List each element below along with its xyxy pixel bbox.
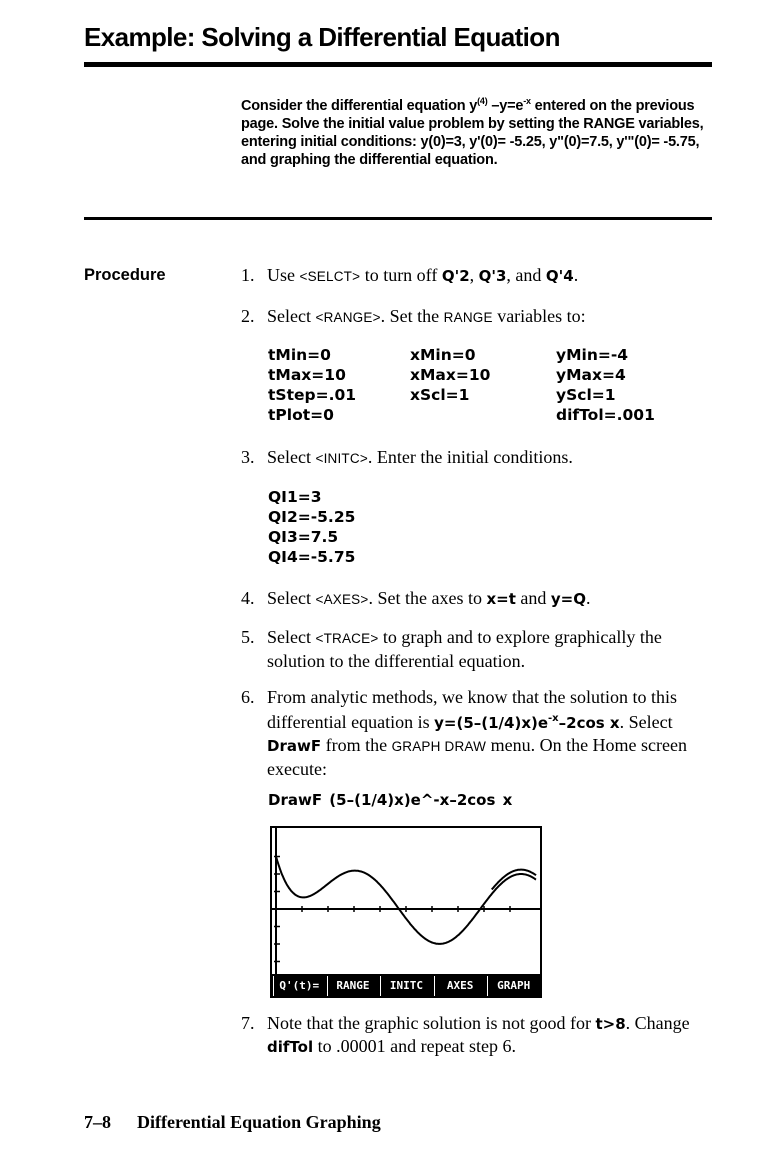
var-ymax: yMax=4 [556, 366, 626, 384]
step-number: 7. [241, 1013, 255, 1033]
qi1-value: QI1=3 [268, 488, 322, 506]
range-keyword: RANGE [443, 310, 493, 325]
drawf-keyword: DrawF [267, 737, 322, 755]
step-text: . [586, 588, 591, 608]
step-number: 2. [241, 306, 255, 326]
step-text: , and [506, 265, 546, 285]
axis-y-setting: y=Q [550, 590, 586, 608]
step-1 [241, 264, 716, 288]
step-text: . Select [619, 712, 673, 732]
page-number: 7–8 [84, 1112, 111, 1132]
section-rule [84, 217, 712, 220]
step-text: menu. On the Home screen execute: [267, 735, 688, 779]
q4-label: Q'4 [545, 267, 574, 285]
step-3 [241, 446, 716, 470]
step-text: Select [267, 588, 316, 608]
solution-equation: y=(5–(1/4)x)e [434, 714, 549, 732]
intro-text: entered on the previous page. Solve the initial value problem by setting the RANGE variables, entering initial conditions: y(0)=3, y'(0)= -5.25, y"(0)=7.5, y'"(0)= -5.75, and graphing the differential equation. [241, 97, 704, 168]
range-vars-col3 [556, 345, 655, 425]
step-text: Note that the graphic solution is not good for [267, 1013, 596, 1033]
key-initc: <INITC> [315, 451, 368, 466]
step-2 [241, 305, 716, 329]
step-text: Select [267, 627, 316, 647]
graph-draw-menu: GRAPH DRAW [391, 739, 487, 754]
var-tmax: tMax=10 [268, 366, 346, 384]
step-text: . Set the axes to [368, 588, 487, 608]
t-condition: t>8 [595, 1015, 626, 1033]
step-text: and [515, 588, 551, 608]
var-tmin: tMin=0 [268, 346, 331, 364]
intro-paragraph [241, 92, 711, 169]
step-number: 3. [241, 447, 255, 467]
step-text: . Set the [380, 306, 444, 326]
step-number: 1. [241, 265, 255, 285]
qi3-value: QI3=7.5 [268, 528, 339, 546]
step-number: 5. [241, 627, 255, 647]
range-vars-col1 [268, 345, 356, 425]
var-tstep: tStep=.01 [268, 386, 357, 404]
calculator-graph-screen [270, 826, 542, 998]
intro-text: –y=e [487, 97, 524, 114]
var-yscl: yScl=1 [556, 386, 616, 404]
solution-curve [276, 857, 536, 944]
procedure-label: Procedure [84, 266, 166, 284]
menu-q-of-t[interactable]: Q'(t)= [273, 976, 325, 996]
step-7 [241, 1012, 716, 1058]
key-selct: <SELCT> [299, 269, 361, 284]
solution-equation: –2cos x [558, 714, 620, 732]
step-text: Select [267, 306, 316, 326]
menu-initc[interactable]: INITC [380, 976, 432, 996]
step-4 [241, 587, 716, 611]
step-text: . Enter the initial conditions. [367, 447, 573, 467]
q3-label: Q'3 [478, 267, 507, 285]
step-text: to .00001 and repeat step 6. [313, 1036, 517, 1056]
menu-graph[interactable]: GRAPH [487, 976, 539, 996]
var-xscl: xScl=1 [410, 386, 470, 404]
step-5 [241, 626, 716, 672]
range-vars-col2 [410, 345, 490, 405]
key-axes: <AXES> [315, 592, 369, 607]
var-tplot: tPlot=0 [268, 406, 334, 424]
step-text: from the [321, 735, 392, 755]
intro-text: Consider the differential equation y [241, 97, 478, 114]
drawf-command: DrawF (5–(1/4)x)e^-x–2cos x [268, 791, 513, 809]
key-trace: <TRACE> [315, 631, 379, 646]
step-text: Use [267, 265, 300, 285]
qi4-value: QI4=-5.75 [268, 548, 356, 566]
step-6 [241, 686, 716, 780]
step-text: . [573, 265, 579, 285]
key-range: <RANGE> [315, 310, 381, 325]
top-rule [84, 62, 712, 67]
step-text: From analytic methods, we know that the solution to this differential equation is [267, 687, 677, 732]
page-footer [84, 1112, 381, 1133]
diftol-keyword: difTol [267, 1038, 314, 1056]
step-text: variables to: [492, 306, 586, 326]
var-xmax: xMax=10 [410, 366, 491, 384]
intro-superscript: -x [523, 96, 531, 106]
q2-label: Q'2 [441, 267, 470, 285]
initial-conditions [268, 487, 355, 567]
step-number: 6. [241, 687, 255, 707]
graph-plot [272, 828, 540, 974]
menu-axes[interactable]: AXES [434, 976, 486, 996]
step-text: . Change [625, 1013, 690, 1033]
var-xmin: xMin=0 [410, 346, 476, 364]
step-number: 4. [241, 588, 255, 608]
var-ymin: yMin=-4 [556, 346, 629, 364]
solution-exponent: -x [548, 713, 559, 724]
page-title: Example: Solving a Differential Equation [84, 22, 560, 52]
axis-x-setting: x=t [486, 590, 516, 608]
menu-range[interactable]: RANGE [327, 976, 379, 996]
step-text: , [469, 265, 479, 285]
calculator-menu-bar [272, 974, 540, 996]
intro-superscript: (4) [477, 96, 488, 106]
step-text: to turn off [360, 265, 442, 285]
var-diftol: difTol=.001 [556, 406, 655, 424]
step-text: to graph and to explore graphically the solution to the differential equation. [267, 627, 662, 671]
qi2-value: QI2=-5.25 [268, 508, 356, 526]
step-text: Select [267, 447, 316, 467]
section-title: Differential Equation Graphing [137, 1112, 381, 1132]
